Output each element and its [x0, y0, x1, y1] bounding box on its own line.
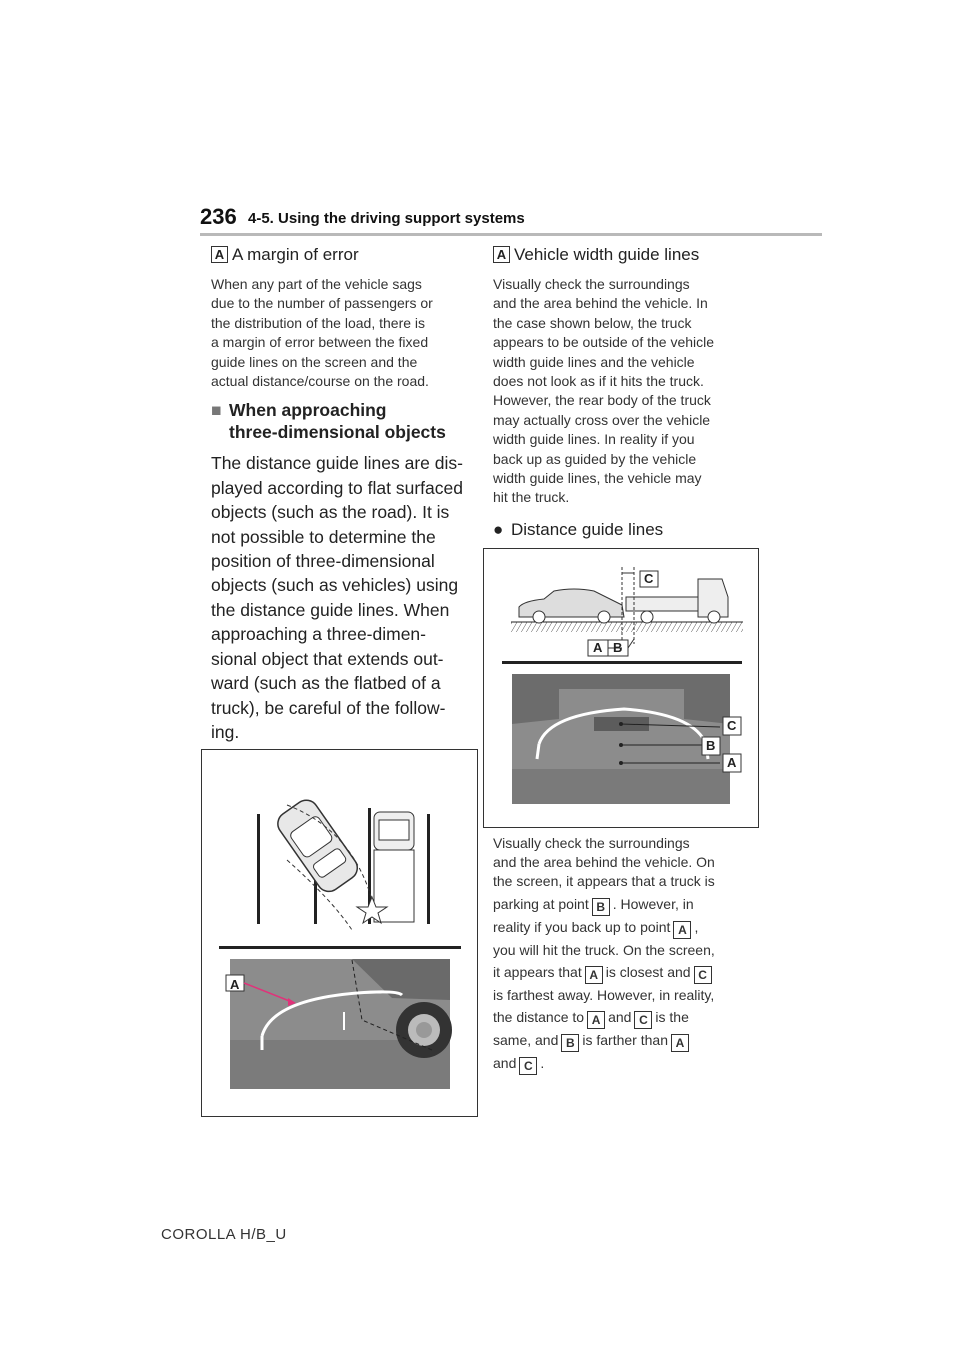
section-title: 4-5. Using the driving support systems	[248, 210, 525, 227]
text-fragment: is the	[655, 1009, 689, 1025]
square-bullet-icon: ■	[211, 400, 222, 421]
text-line: truck), be careful of the follow-	[211, 697, 446, 718]
text-fragment: same, and	[493, 1032, 559, 1048]
text-line: width guide lines. In reality if you	[493, 431, 695, 448]
inline-label-c: C	[634, 1011, 652, 1029]
text-line	[493, 962, 755, 985]
text-line	[493, 894, 755, 917]
text-line	[493, 1007, 755, 1030]
text-fragment: ,	[694, 919, 699, 935]
subheading-line: When approaching	[229, 400, 387, 421]
text-line: approaching a three-dimen-	[211, 624, 426, 645]
text-line: back up as guided by the vehicle	[493, 450, 697, 467]
text-line: Visually check the surroundings	[493, 835, 690, 851]
text-line: you will hit the truck. On the screen,	[493, 942, 715, 958]
inline-label-b: B	[592, 898, 610, 916]
inline-label-b: B	[561, 1034, 579, 1052]
item-a-title: A margin of error	[232, 245, 359, 264]
text-line: due to the number of passengers or	[211, 295, 433, 312]
text-line: Visually check the surroundings	[493, 276, 690, 292]
text-line: and the area behind the vehicle. In	[493, 295, 708, 312]
text-line: is farthest away. However, in reality,	[493, 987, 715, 1003]
item-a-body-right	[493, 275, 753, 508]
bullet-text: Distance guide lines	[511, 519, 664, 539]
text-line: may actually cross over the vehicle	[493, 411, 711, 428]
inline-label-a: A	[585, 966, 603, 984]
text-line: the distribution of the load, there is	[211, 314, 426, 331]
text-fragment: and	[608, 1009, 632, 1025]
text-fragment: . However, in	[612, 896, 694, 912]
subheading-line: three-dimensional objects	[229, 422, 446, 443]
figure-label-c-view: C	[727, 718, 737, 733]
distance-explanation	[493, 833, 755, 1076]
item-a-body	[211, 275, 473, 391]
text-line: width guide lines, the vehicle may	[493, 470, 702, 487]
inline-label-c: C	[694, 966, 712, 984]
text-fragment: is farther than	[582, 1032, 668, 1048]
header-rule	[200, 233, 822, 236]
figure-label-a-view: A	[727, 755, 737, 770]
text-line: the distance guide lines. When	[211, 599, 450, 620]
figure-label-a: A	[230, 977, 240, 992]
text-line: does not look as if it hits the truck.	[493, 373, 704, 390]
inline-label-a: A	[673, 921, 691, 939]
car-topview	[273, 796, 362, 897]
figure-vehicle-width	[201, 749, 478, 1117]
item-a-label: A	[211, 246, 228, 263]
text-line: hit the truck.	[493, 489, 570, 506]
paragraph	[211, 451, 473, 744]
item-a-label-right: A	[493, 246, 510, 263]
text-line: and the area behind the vehicle. On	[493, 854, 715, 870]
item-a-heading-right	[493, 245, 753, 273]
text-line	[493, 1053, 755, 1076]
truck-topview	[374, 812, 414, 922]
text-line: a margin of error between the fixed	[211, 334, 429, 351]
text-line: guide lines on the screen and the	[211, 353, 418, 370]
text-fragment: reality if you back up to point	[493, 919, 671, 935]
car-side	[519, 589, 624, 623]
inline-label-c: C	[519, 1057, 537, 1075]
text-line: not possible to determine the	[211, 526, 436, 547]
text-fragment: is closest and	[605, 964, 691, 980]
text-line: position of three-dimensional	[211, 551, 435, 572]
left-column	[211, 245, 473, 774]
figure-distance-guide	[483, 548, 759, 828]
text-fragment: parking at point	[493, 896, 589, 912]
distance-guide-illustration	[484, 549, 758, 827]
figure-label-b-top: B	[613, 640, 623, 655]
text-line: the case shown below, the truck	[493, 314, 692, 331]
footer-model: COROLLA H/B_U	[161, 1226, 287, 1243]
text-fragment: .	[540, 1055, 545, 1071]
text-line: objects (such as the road). It is	[211, 502, 450, 523]
subheading	[211, 399, 473, 443]
text-line: objects (such as vehicles) using	[211, 575, 459, 596]
text-line: sional object that extends out-	[211, 648, 444, 669]
text-line: actual distance/course on the road.	[211, 373, 429, 390]
bullet-icon: ●	[493, 519, 504, 539]
figure-label-a-top: A	[593, 640, 603, 655]
text-fragment: it appears that	[493, 964, 582, 980]
item-a-heading	[211, 245, 473, 273]
text-line	[493, 1030, 755, 1053]
text-line: played according to flat surfaced	[211, 477, 463, 498]
inline-label-a: A	[587, 1011, 605, 1029]
text-line: ward (such as the flatbed of a	[211, 673, 441, 694]
text-line	[493, 917, 755, 940]
figure-label-b-view: B	[706, 738, 716, 753]
figure-label-c-top: C	[644, 571, 654, 586]
text-line: ing.	[211, 721, 240, 742]
item-a-title-right: Vehicle width guide lines	[514, 245, 700, 264]
right-column	[493, 245, 753, 540]
text-line: The distance guide lines are dis-	[211, 453, 463, 474]
inline-label-a: A	[671, 1034, 689, 1052]
text-fragment: the distance to	[493, 1009, 585, 1025]
text-fragment: and	[493, 1055, 517, 1071]
text-line: the screen, it appears that a truck is	[493, 873, 715, 889]
bullet-distance	[493, 520, 753, 540]
text-line: When any part of the vehicle sags	[211, 276, 422, 292]
text-line: width guide lines and the vehicle	[493, 353, 695, 370]
text-line: appears to be outside of the vehicle	[493, 334, 715, 351]
vehicle-width-illustration	[202, 750, 477, 1116]
page-number: 236	[200, 204, 237, 229]
text-line: However, the rear body of the truck	[493, 392, 711, 409]
